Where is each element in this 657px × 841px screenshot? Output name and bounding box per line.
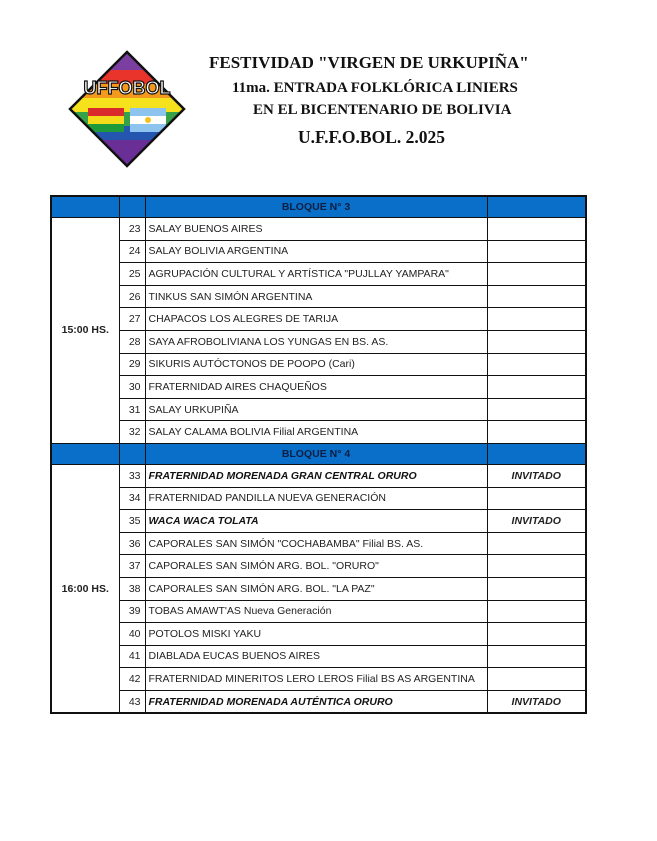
table-row bbox=[51, 600, 586, 623]
organization-year: U.F.F.O.BOL. 2.025 bbox=[298, 127, 445, 147]
group-name: SIKURIS AUTÓCTONOS DE POOPO (Cari) bbox=[145, 353, 487, 376]
group-name: CHAPACOS LOS ALEGRES DE TARIJA bbox=[145, 308, 487, 331]
row-note bbox=[487, 600, 586, 623]
row-number: 30 bbox=[119, 376, 145, 399]
row-note bbox=[487, 668, 586, 691]
block-header-time-cell bbox=[51, 196, 119, 218]
block-header-time-cell bbox=[51, 443, 119, 464]
row-note: INVITADO bbox=[487, 690, 586, 713]
table-row bbox=[51, 577, 586, 600]
row-number: 32 bbox=[119, 421, 145, 444]
group-name: FRATERNIDAD AIRES CHAQUEÑOS bbox=[145, 376, 487, 399]
uffobol-logo bbox=[68, 50, 186, 168]
table-row bbox=[51, 285, 586, 308]
row-note bbox=[487, 263, 586, 286]
row-number: 36 bbox=[119, 532, 145, 555]
row-note bbox=[487, 330, 586, 353]
table-row bbox=[51, 308, 586, 331]
block-title: BLOQUE N° 3 bbox=[145, 196, 487, 218]
table-row bbox=[51, 464, 586, 487]
table-row bbox=[51, 240, 586, 263]
row-number: 24 bbox=[119, 240, 145, 263]
row-number: 31 bbox=[119, 398, 145, 421]
row-note bbox=[487, 555, 586, 578]
group-name: SALAY BOLIVIA ARGENTINA bbox=[145, 240, 487, 263]
row-number: 34 bbox=[119, 487, 145, 510]
row-number: 26 bbox=[119, 285, 145, 308]
table-row bbox=[51, 555, 586, 578]
row-number: 42 bbox=[119, 668, 145, 691]
row-note: INVITADO bbox=[487, 510, 586, 533]
event-subtitle: 11ma. ENTRADA FOLKLÓRICA LINIERS bbox=[232, 80, 518, 96]
block-time: 15:00 HS. bbox=[51, 218, 119, 444]
row-note bbox=[487, 398, 586, 421]
group-name: FRATERNIDAD PANDILLA NUEVA GENERACIÓN bbox=[145, 487, 487, 510]
table-row bbox=[51, 353, 586, 376]
table-row bbox=[51, 532, 586, 555]
table-row bbox=[51, 645, 586, 668]
table-row bbox=[51, 330, 586, 353]
row-number: 33 bbox=[119, 464, 145, 487]
table-row bbox=[51, 263, 586, 286]
table-row bbox=[51, 218, 586, 241]
group-name: DIABLADA EUCAS BUENOS AIRES bbox=[145, 645, 487, 668]
row-number: 29 bbox=[119, 353, 145, 376]
row-number: 38 bbox=[119, 577, 145, 600]
group-name: AGRUPACIÓN CULTURAL Y ARTÍSTICA "PUJLLAY YAMPARA" bbox=[145, 263, 487, 286]
row-number: 39 bbox=[119, 600, 145, 623]
schedule-table bbox=[50, 195, 587, 714]
table-row bbox=[51, 668, 586, 691]
block-header-num-cell bbox=[119, 196, 145, 218]
row-note bbox=[487, 218, 586, 241]
table-row bbox=[51, 421, 586, 444]
group-name: FRATERNIDAD MORENADA GRAN CENTRAL ORURO bbox=[145, 464, 487, 487]
row-number: 28 bbox=[119, 330, 145, 353]
group-name: SALAY BUENOS AIRES bbox=[145, 218, 487, 241]
row-note bbox=[487, 308, 586, 331]
row-number: 25 bbox=[119, 263, 145, 286]
table-row bbox=[51, 623, 586, 646]
table-row bbox=[51, 398, 586, 421]
row-note bbox=[487, 487, 586, 510]
row-note bbox=[487, 577, 586, 600]
row-number: 43 bbox=[119, 690, 145, 713]
group-name: WACA WACA TOLATA bbox=[145, 510, 487, 533]
row-number: 37 bbox=[119, 555, 145, 578]
row-number: 27 bbox=[119, 308, 145, 331]
block-header-row bbox=[51, 443, 586, 464]
group-name: FRATERNIDAD MORENADA AUTÉNTICA ORURO bbox=[145, 690, 487, 713]
table-row bbox=[51, 690, 586, 713]
row-number: 40 bbox=[119, 623, 145, 646]
row-note bbox=[487, 240, 586, 263]
block-header-note-cell bbox=[487, 443, 586, 464]
group-name: TOBAS AMAWT'AS Nueva Generación bbox=[145, 600, 487, 623]
table-row bbox=[51, 487, 586, 510]
block-time: 16:00 HS. bbox=[51, 464, 119, 713]
group-name: CAPORALES SAN SIMÓN "COCHABAMBA" Filial BS. AS. bbox=[145, 532, 487, 555]
group-name: POTOLOS MISKI YAKU bbox=[145, 623, 487, 646]
festival-title: FESTIVIDAD "VIRGEN DE URKUPIÑA" bbox=[209, 53, 529, 72]
group-name: CAPORALES SAN SIMÓN ARG. BOL. "LA PAZ" bbox=[145, 577, 487, 600]
row-note bbox=[487, 532, 586, 555]
row-note bbox=[487, 353, 586, 376]
table-row bbox=[51, 376, 586, 399]
row-note bbox=[487, 645, 586, 668]
group-name: SALAY CALAMA BOLIVIA Filial ARGENTINA bbox=[145, 421, 487, 444]
group-name: TINKUS SAN SIMÓN ARGENTINA bbox=[145, 285, 487, 308]
group-name: FRATERNIDAD MINERITOS LERO LEROS Filial BS AS ARGENTINA bbox=[145, 668, 487, 691]
group-name: CAPORALES SAN SIMÓN ARG. BOL. "ORURO" bbox=[145, 555, 487, 578]
row-note bbox=[487, 285, 586, 308]
row-note bbox=[487, 376, 586, 399]
bicentennial-subtitle: EN EL BICENTENARIO DE BOLIVIA bbox=[253, 102, 512, 118]
row-number: 35 bbox=[119, 510, 145, 533]
row-number: 23 bbox=[119, 218, 145, 241]
logo-text: UFFOBOL bbox=[83, 78, 171, 98]
block-header-row bbox=[51, 196, 586, 218]
group-name: SALAY URKUPIÑA bbox=[145, 398, 487, 421]
block-header-num-cell bbox=[119, 443, 145, 464]
row-number: 41 bbox=[119, 645, 145, 668]
row-note: INVITADO bbox=[487, 464, 586, 487]
row-note bbox=[487, 623, 586, 646]
row-note bbox=[487, 421, 586, 444]
block-title: BLOQUE N° 4 bbox=[145, 443, 487, 464]
block-header-note-cell bbox=[487, 196, 586, 218]
group-name: SAYA AFROBOLIVIANA LOS YUNGAS EN BS. AS. bbox=[145, 330, 487, 353]
table-row bbox=[51, 510, 586, 533]
